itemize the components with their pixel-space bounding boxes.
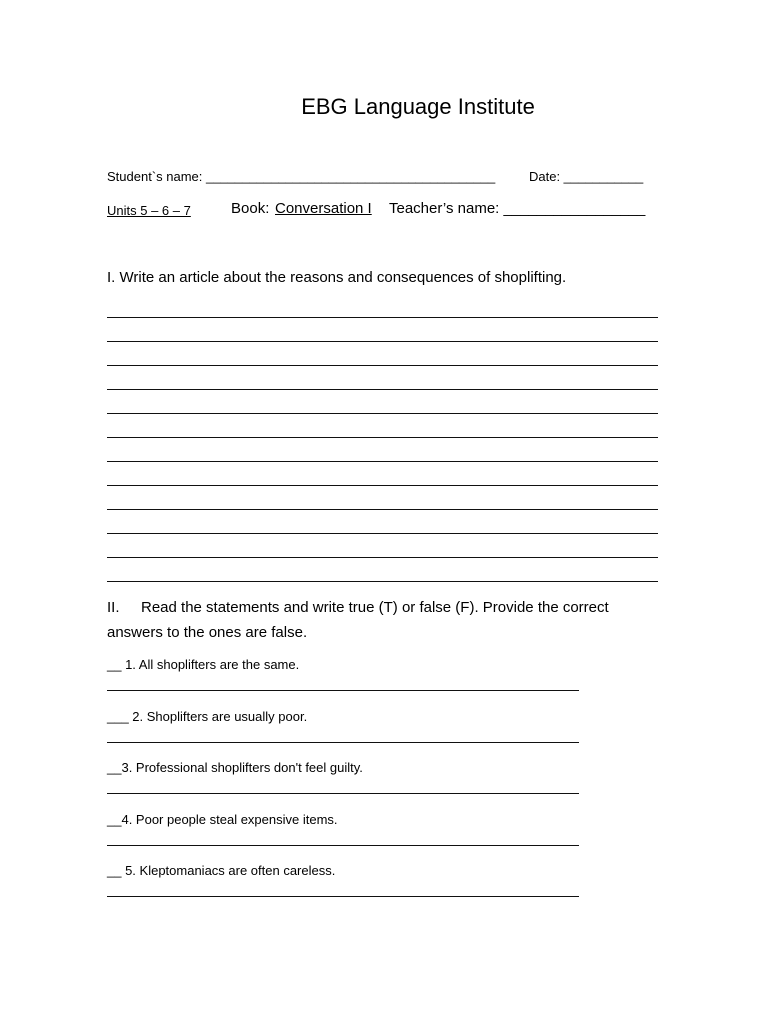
answer-line[interactable] [107, 742, 579, 743]
writing-line[interactable] [107, 413, 658, 414]
writing-line[interactable] [107, 389, 658, 390]
writing-line[interactable] [107, 557, 658, 558]
writing-line[interactable] [107, 485, 658, 486]
answer-line[interactable] [107, 896, 579, 897]
statement-item[interactable]: __ 5. Kleptomaniacs are often careless. [107, 863, 336, 878]
statement-item[interactable]: __3. Professional shoplifters don't feel guilty. [107, 760, 363, 775]
units-label: Units 5 – 6 – 7 [107, 203, 191, 218]
section1-instruction: I. Write an article about the reasons and consequences of shoplifting. [107, 269, 567, 286]
teacher-name-field[interactable]: Teacher’s name: _________________ [389, 200, 646, 217]
statement-item[interactable]: __4. Poor people steal expensive items. [107, 811, 338, 827]
writing-line[interactable] [107, 437, 658, 438]
writing-line[interactable] [107, 341, 658, 342]
section2-instruction-line1: Read the statements and write true (T) or false (F). Provide the correct [141, 599, 609, 616]
date-field[interactable]: Date: ___________ [529, 169, 644, 184]
book-label: Book: [231, 200, 270, 217]
writing-line[interactable] [107, 461, 658, 462]
section2-instruction-line2: answers to the ones are false. [107, 624, 308, 641]
answer-line[interactable] [107, 793, 579, 794]
writing-line[interactable] [107, 365, 658, 366]
section2-number: II. [107, 599, 120, 616]
writing-line[interactable] [107, 509, 658, 510]
answer-line[interactable] [107, 845, 579, 846]
statement-item[interactable]: __ 1. All shoplifters are the same. [107, 657, 300, 672]
book-name: Conversation I [275, 200, 372, 217]
student-name-field[interactable]: Student`s name: ________________________________________ [107, 169, 496, 184]
writing-line[interactable] [107, 581, 658, 582]
writing-line[interactable] [107, 317, 658, 318]
answer-line[interactable] [107, 690, 579, 691]
writing-line[interactable] [107, 533, 658, 534]
institute-title: EBG Language Institute [301, 94, 535, 119]
statement-item[interactable]: ___ 2. Shoplifters are usually poor. [107, 708, 308, 724]
